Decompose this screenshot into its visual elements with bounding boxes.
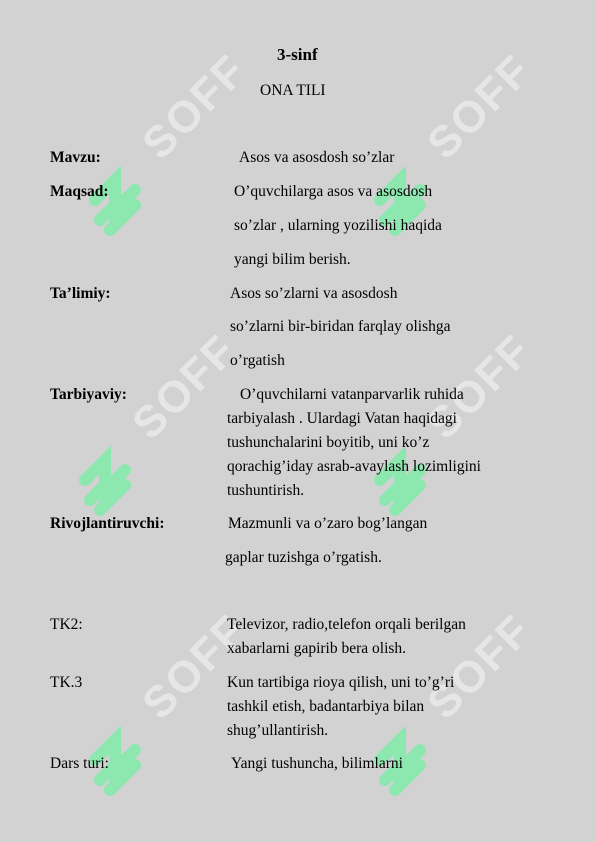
tk3-line: shug’ullantirish. bbox=[227, 722, 329, 739]
watermark-text: SOFF bbox=[418, 325, 542, 449]
talimiy-line: o’rgatish bbox=[230, 352, 285, 369]
js-logo-icon bbox=[85, 120, 145, 240]
watermark bbox=[85, 45, 257, 230]
tk2-label: TK2: bbox=[50, 616, 83, 633]
talimiy-label: Ta’limiy: bbox=[50, 285, 111, 302]
talimiy-line: so’zlarni bir-biridan farqlay olishga bbox=[230, 318, 451, 335]
mavzu-value: Asos va asosdosh so’zlar bbox=[239, 149, 395, 166]
tarbiyaviy-label: Tarbiyaviy: bbox=[50, 386, 127, 403]
dars-label: Dars turi: bbox=[50, 755, 109, 772]
js-logo-icon bbox=[75, 400, 135, 520]
talimiy-line: Asos so’zlarni va asosdosh bbox=[230, 285, 398, 302]
watermark-text: SOFF bbox=[133, 605, 257, 729]
js-logo-icon bbox=[85, 680, 145, 800]
maqsad-line: O’quvchilarga asos va asosdosh bbox=[234, 183, 433, 200]
dars-line: Yangi tushuncha, bilimlarni bbox=[231, 755, 403, 772]
tk3-line: Kun tartibiga rioya qilish, uni to’g’ri bbox=[227, 674, 455, 691]
maqsad-line: yangi bilim berish. bbox=[234, 251, 351, 268]
tk3-line: tashkil etish, badantarbiya bilan bbox=[227, 698, 425, 715]
grade-title: 3-sinf bbox=[277, 45, 318, 64]
watermark-text: SOFF bbox=[418, 45, 542, 169]
tarbiyaviy-line: tushunchalarini boyitib, uni ko’z bbox=[227, 434, 430, 451]
mavzu-label: Mavzu: bbox=[50, 149, 101, 166]
tk2-line: xabarlarni gapirib bera olish. bbox=[227, 640, 407, 657]
maqsad-label: Maqsad: bbox=[50, 183, 109, 200]
watermark-text: SOFF bbox=[418, 605, 542, 729]
tarbiyaviy-line: O’quvchilarni vatanparvarlik ruhida bbox=[240, 386, 464, 403]
tk3-label: TK.3 bbox=[50, 674, 83, 691]
tk2-line: Televizor, radio,telefon orqali berilgan bbox=[227, 616, 466, 633]
tarbiyaviy-line: tushuntirish. bbox=[227, 482, 305, 499]
tarbiyaviy-line: tarbiyalash . Ulardagi Vatan haqidagi bbox=[227, 410, 457, 427]
watermark-text: SOFF bbox=[123, 325, 247, 449]
watermark-text: SOFF bbox=[133, 45, 257, 169]
rivoj-line: Mazmunli va o’zaro bog’langan bbox=[228, 515, 428, 532]
rivoj-line: gaplar tuzishga o’rgatish. bbox=[225, 549, 382, 566]
watermark bbox=[75, 325, 247, 510]
tarbiyaviy-line: qorachig’iday asrab-avaylash lozimligini bbox=[227, 458, 481, 475]
subject-title: ONA TILI bbox=[260, 82, 326, 99]
maqsad-line: so’zlar , ularning yozilishi haqida bbox=[234, 217, 442, 234]
rivoj-label: Rivojlantiruvchi: bbox=[50, 515, 165, 532]
